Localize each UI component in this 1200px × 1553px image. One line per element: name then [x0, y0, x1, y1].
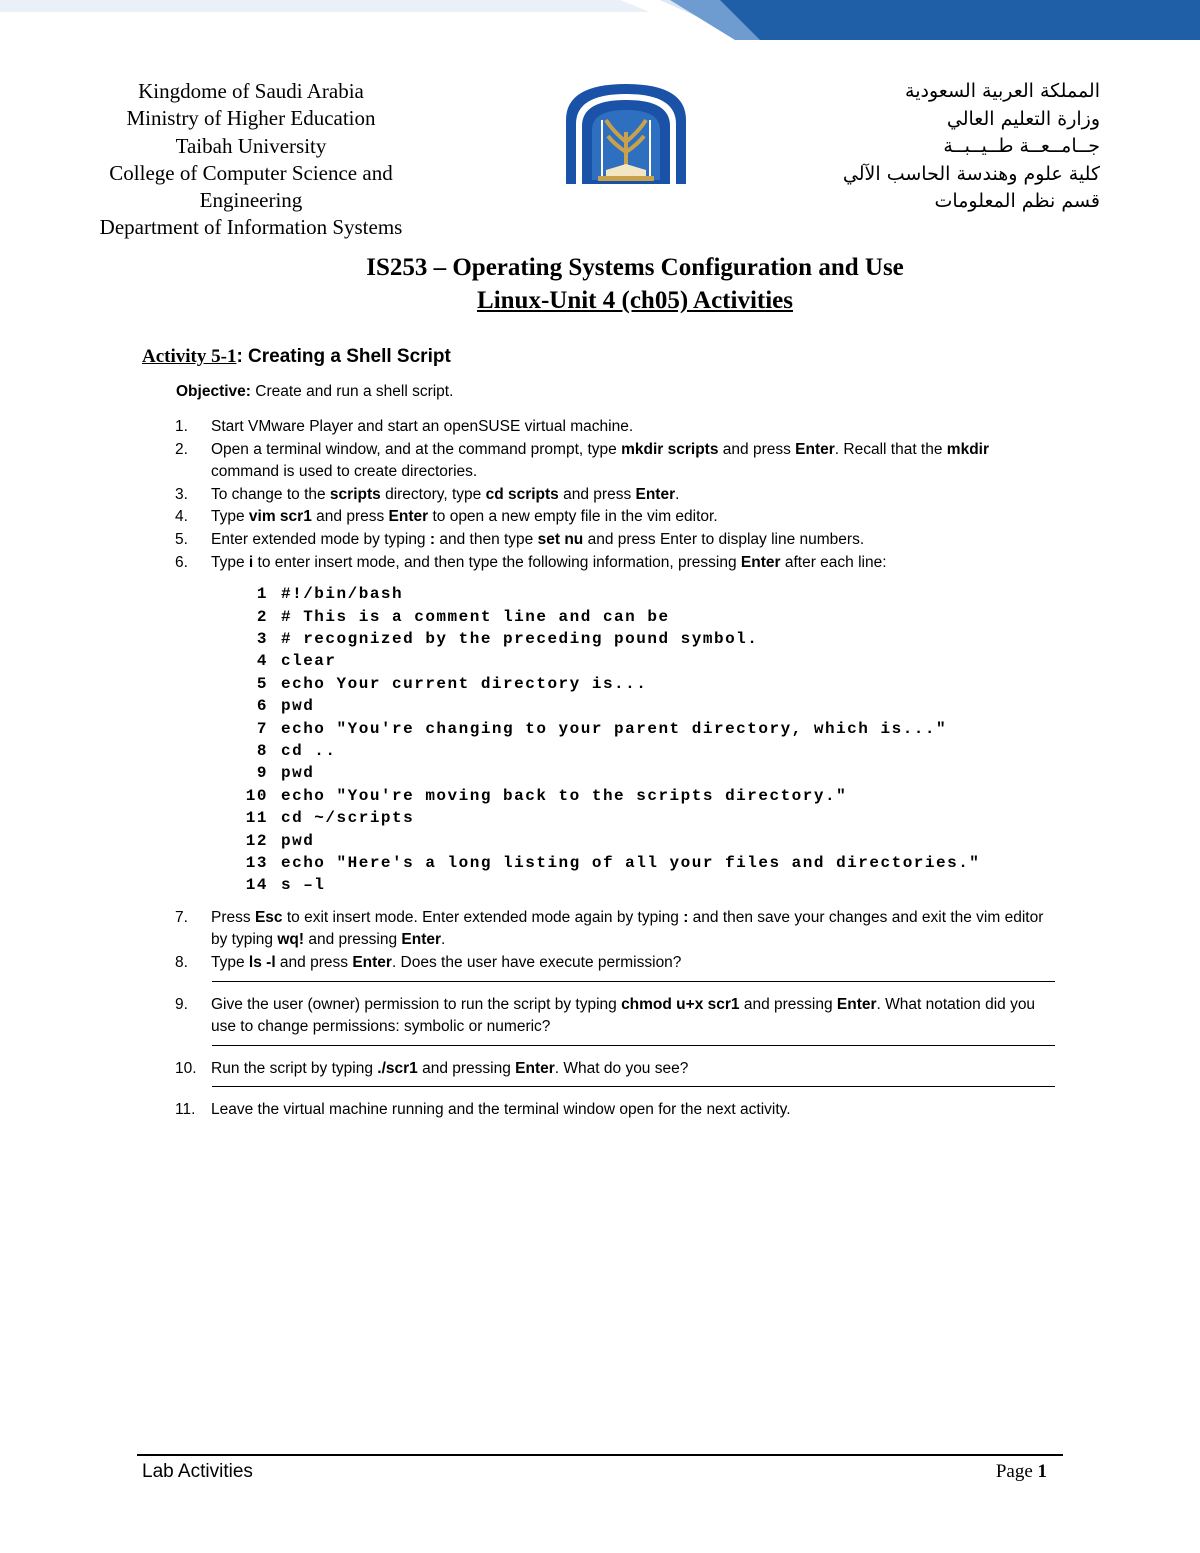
step-number: 1. [175, 418, 188, 435]
page-number [996, 1461, 1047, 1483]
header-line-arabic: كلية علوم وهندسة الحاسب الآلي [842, 162, 1100, 185]
code-line [232, 718, 1060, 740]
institution-header-english [70, 78, 432, 242]
step-number: 9. [175, 995, 188, 1013]
code-text: echo Your current directory is... [281, 674, 648, 693]
code-text: #!/bin/bash [281, 585, 404, 604]
code-line [232, 762, 1060, 784]
code-text: # This is a comment line and can be [281, 607, 670, 626]
line-number: 11 [245, 809, 268, 828]
step-text: Press Esc to exit insert mode. Enter extended mode again by typing : and then save your changes and exit the vim editor by typing wq! and pressing Enter. [211, 908, 1044, 949]
code-text: echo "You're changing to your parent directory, which is..." [281, 719, 948, 738]
footer-divider [137, 1454, 1063, 1456]
step-text: Start VMware Player and start an openSUSE virtual machine. [211, 418, 634, 435]
answer-line[interactable] [212, 1086, 1055, 1087]
step-text: Leave the virtual machine running and the terminal window open for the next activity. [211, 1101, 791, 1119]
step-number: 6. [175, 553, 188, 571]
line-number: 7 [256, 719, 268, 738]
code-line [232, 628, 1060, 650]
header-line: Kingdome of Saudi Arabia [138, 79, 364, 103]
list-item [170, 552, 1060, 575]
line-number: 9 [256, 764, 268, 783]
step-number: 4. [175, 508, 188, 526]
header-banner [0, 0, 1200, 44]
step-text: Open a terminal window, and at the command prompt, type mkdir scripts and press Enter. Recall that the mkdir command is used to create directories. [211, 440, 990, 481]
unit-title: Linux-Unit 4 (ch05) Activities [477, 287, 793, 314]
answer-line[interactable] [212, 1045, 1055, 1046]
line-number: 1 [256, 585, 268, 604]
code-line [232, 740, 1060, 762]
objective-text: Create and run a shell script. [250, 383, 454, 400]
page-label: Page [995, 1461, 1038, 1482]
line-number: 14 [245, 876, 268, 895]
code-text: cd .. [281, 742, 337, 760]
step-number: 2. [175, 440, 188, 458]
code-text: echo "You're moving back to the scripts directory." [281, 786, 848, 805]
code-line [232, 695, 1060, 717]
list-item [170, 506, 1060, 529]
header-line-arabic: جــامــعــة طــيــبــة [943, 135, 1100, 157]
line-number: 10 [245, 786, 268, 805]
line-number: 5 [256, 674, 268, 693]
code-line [232, 830, 1060, 852]
line-number: 6 [256, 697, 268, 716]
code-text: s –l [281, 876, 326, 895]
list-item [170, 529, 1060, 552]
code-line [232, 650, 1060, 672]
header-line: College of Computer Science and Engineering [109, 160, 393, 213]
list-item [170, 439, 1060, 484]
step-text: Type ls -l and press Enter. Does the user have execute permission? [211, 954, 682, 972]
list-item [170, 1058, 1060, 1081]
step-text: To change to the scripts directory, type cd scripts and press Enter. [211, 485, 680, 503]
step-text: Type i to enter insert mode, and then type the following information, pressing Enter after each line: [211, 553, 887, 571]
objective [176, 383, 453, 401]
step-text: Enter extended mode by typing : and then type set nu and press Enter to display line numbers. [211, 530, 865, 548]
step-number: 8. [175, 954, 188, 972]
taibah-university-logo [562, 80, 690, 186]
code-text: pwd [281, 831, 315, 850]
code-text: # recognized by the preceding pound symbol. [281, 629, 759, 648]
page-number-value: 1 [1037, 1461, 1047, 1482]
code-line [232, 852, 1060, 874]
header-line-arabic: المملكة العربية السعودية [905, 80, 1100, 102]
line-number: 2 [256, 607, 268, 626]
code-text: echo "Here's a long listing of all your files and directories." [281, 854, 981, 873]
institution-header-arabic [780, 78, 1100, 216]
activity-heading [142, 346, 451, 368]
step-text: Give the user (owner) permission to run the script by typing chmod u+x scr1 and pressing Enter. What notation did you use to change permissions: symbolic or numeric? [211, 995, 1036, 1036]
step-text: Run the script by typing ./scr1 and pressing Enter. What do you see? [211, 1059, 689, 1077]
list-item [170, 484, 1060, 507]
header-line: Department of Information Systems [99, 215, 403, 240]
code-line [232, 606, 1060, 628]
list-item [170, 907, 1060, 952]
step-number: 7. [175, 908, 188, 926]
step-number: 5. [175, 530, 188, 548]
activity-number: Activity 5-1 [142, 346, 237, 367]
code-text: pwd [281, 764, 315, 783]
footer-label: Lab Activities [142, 1461, 253, 1482]
activity-title: : Creating a Shell Script [236, 346, 451, 367]
step-number: 11. [175, 1101, 196, 1119]
header-line-arabic: قسم نظم المعلومات [934, 190, 1100, 212]
code-line [232, 785, 1060, 807]
code-line [232, 583, 1060, 605]
course-title: IS253 – Operating Systems Configuration and Use [366, 254, 904, 281]
code-line [232, 874, 1060, 896]
step-number: 10. [175, 1059, 197, 1077]
header-line-arabic: وزارة التعليم العالي [946, 107, 1100, 130]
code-line [232, 807, 1060, 829]
answer-line[interactable] [212, 981, 1055, 982]
step-text: Type vim scr1 and press Enter to open a new empty file in the vim editor. [211, 508, 718, 526]
line-number: 3 [256, 629, 268, 648]
step-number: 3. [175, 485, 188, 503]
code-line [232, 673, 1060, 695]
list-item [170, 994, 1060, 1039]
steps-list [170, 416, 1060, 1122]
line-number: 8 [256, 742, 268, 760]
line-number: 13 [245, 854, 268, 873]
objective-label: Objective: [176, 383, 251, 400]
list-item [170, 416, 1060, 439]
list-item [170, 952, 1060, 975]
code-text: cd ~/scripts [281, 809, 415, 828]
line-number: 12 [245, 831, 268, 850]
code-block [232, 583, 1060, 897]
header-line: Taibah University [175, 133, 327, 158]
header-line: Ministry of Higher Education [126, 106, 376, 131]
list-item [170, 1099, 1060, 1122]
code-text: clear [281, 652, 337, 671]
line-number: 4 [256, 652, 268, 671]
code-text: pwd [281, 697, 315, 716]
